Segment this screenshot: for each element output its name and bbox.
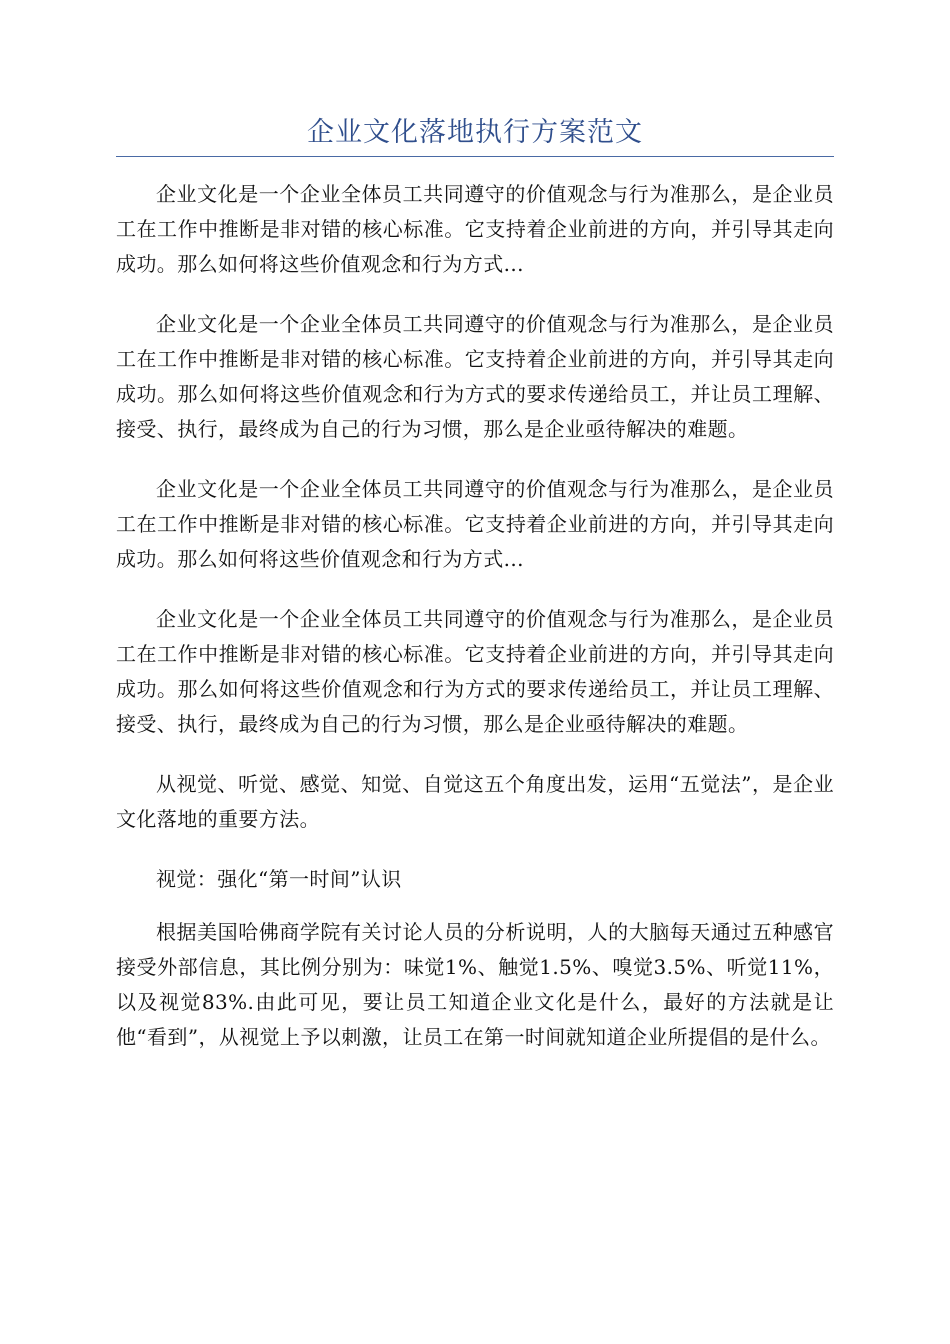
- paragraph-4: 企业文化是一个企业全体员工共同遵守的价值观念与行为准那么，是企业员工在工作中推断是非对错的核心标准。它支持着企业前进的方向，并引导其走向成功。那么如何将这些价值观念和行为方式的要求传递给员工，并让员工理解、接受、执行，最终成为自己的行为习惯，那么是企业亟待解决的难题。: [116, 607, 834, 736]
- paragraph-1: 企业文化是一个企业全体员工共同遵守的价值观念与行为准那么，是企业员工在工作中推断是非对错的核心标准。它支持着企业前进的方向，并引导其走向成功。那么如何将这些价值观念和行为方式...: [116, 182, 834, 276]
- paragraph-2: 企业文化是一个企业全体员工共同遵守的价值观念与行为准那么，是企业员工在工作中推断是非对错的核心标准。它支持着企业前进的方向，并引导其走向成功。那么如何将这些价值观念和行为方式的要求传递给员工，并让员工理解、接受、执行，最终成为自己的行为习惯，那么是企业亟待解决的难题。: [116, 312, 834, 441]
- paragraph-7: 根据美国哈佛商学院有关讨论人员的分析说明，人的大脑每天通过五种感官接受外部信息，其比例分别为：味觉1%、触觉1.5%、嗅觉3.5%、听觉11%，以及视觉83%.由此可见，要让员工知道企业文化是什么，最好的方法就是让他“看到”，从视觉上予以刺激，让员工在第一时间就知道企业所提倡的是什么。: [116, 920, 834, 1049]
- paragraph-5: 从视觉、听觉、感觉、知觉、自觉这五个角度出发，运用“五觉法”，是企业文化落地的重要方法。: [116, 772, 834, 831]
- paragraph-3: 企业文化是一个企业全体员工共同遵守的价值观念与行为准那么，是企业员工在工作中推断是非对错的核心标准。它支持着企业前进的方向，并引导其走向成功。那么如何将这些价值观念和行为方式...: [116, 477, 834, 571]
- document-title: 企业文化落地执行方案范文: [307, 117, 643, 148]
- document-page: [116, 110, 834, 1080]
- title-underline: [116, 156, 834, 157]
- section-heading-vision: 视觉：强化“第一时间”认识: [156, 867, 402, 891]
